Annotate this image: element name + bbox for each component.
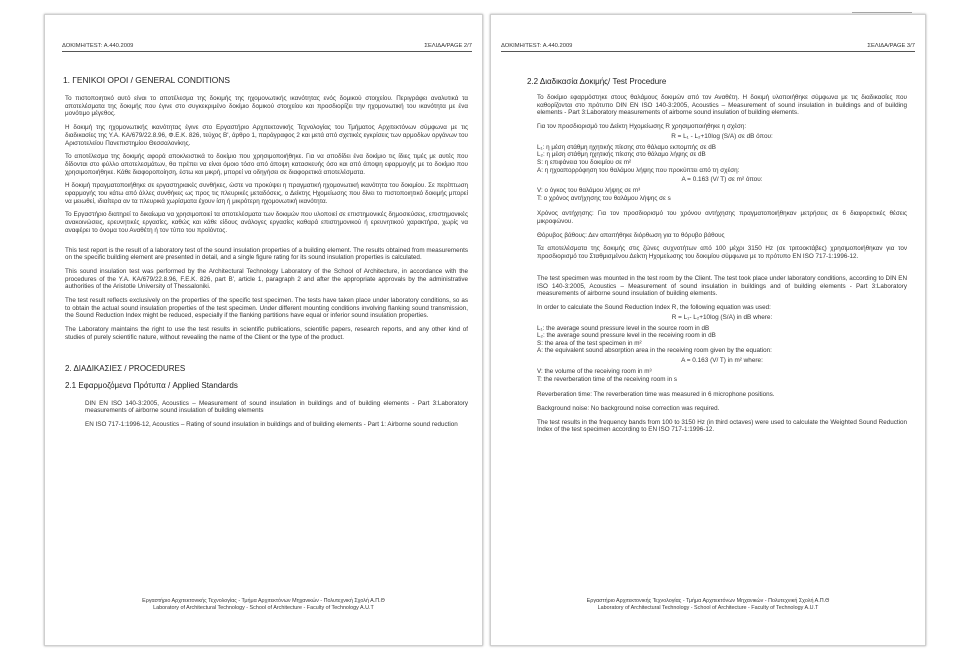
greek-paragraph: Το Εργαστήριο διατηρεί το δικαίωμα να χρησιμοποιεί τα αποτελέσματα των δοκιμών που υλοποιεί σε επιστημονικές δημοσιεύσεις, επιστημονικές ανακοινώσεις, ερευνητικές εργασίες, καθώς και κάθε είδους ανάλογες εργασίες καθαρά επιστημονικού ή ερευνητικού χαρακτήρα, χωρίς να αναφέρει το όνομα του Αναθέτη ή τον τύπο του προϊόντος. [65, 211, 468, 234]
english-paragraph: The Laboratory maintains the right to use the test results in scientific publications, scientific papers, research reports, and any other kind of studies of purely scientific nature, without revealing the name of the Client or the type of the product. [65, 326, 468, 341]
greek-paragraph: Τα αποτελέσματα της δοκιμής στις ζώνες συχνοτήτων από 100 μέχρι 3150 Hz (σε τριτοοκτάβες) χρησιμοποιήθηκαν για τον προσδιορισμό του Σταθμισμένου Δείκτη Ηχομείωσης του δοκιμίου σύμφωνα με το πρότυπο EN ISO 717-1:1996-12. [537, 245, 907, 261]
page-2 [44, 14, 483, 646]
footer-english: Laboratory of Architectural Technology - School of Architecture - Faculty of Technology A.U.T [597, 605, 819, 611]
definition-line: V: the volume of the receiving room in m³ [537, 368, 652, 376]
greek-paragraph: Το αποτέλεσμα της δοκιμής αφορά αποκλειστικά το δοκίμιο που χρησιμοποιήθηκε. Για να αποδίδει ένα δοκίμιο τις ίδιες τιμές με αυτές που δίδονται στο φύλλο αποτελεσμάτων, θα πρέπει να είναι όμοιο τόσο από άποψη κατασκευής όσο και από άποψη εφαρμογής με το δοκίμιο που χρησιμοποιήθηκε. Κάθε διαφοροποίηση, έστω και μικρή, μπορεί να οδηγήσει σε διαφορετικά αποτελέσματα. [65, 153, 468, 176]
section-1-title: 1. ΓΕΝΙΚΟΙ ΟΡΟΙ / GENERAL CONDITIONS [63, 75, 230, 85]
page-header-page-number: ΣΕΛΙΔΑ/PAGE 2/7 [424, 43, 472, 49]
english-paragraph: The test result reflects exclusively on the properties of the specific test specimen. The tests have taken place under laboratory conditions, so as to obtain the actual sound insulation properties of the test specimen. Under different mounting conditions involving flanking sound transmission, the Sound Reduction Index might be reduced, especially if the flanking partitions have equal or inferior sound insulation properties. [65, 297, 468, 320]
english-paragraph: The test specimen was mounted in the test room by the Client. The test took place under laboratory conditions, according to DIN EN ISO 140-3:2005, Acoustics – Measurement of sound insulation in buildings and of building elements - Part 3:Laboratory measurements of airborne sound insulation of building elements. [537, 274, 907, 298]
greek-paragraph: Θόρυβος βάθους: Δεν απαιτήθηκε διόρθωση για το θόρυβο βάθους [537, 231, 725, 239]
equation-a-english: A = 0.163 (V/ T) in m² where: [681, 357, 763, 365]
definition-line: S: the area of the test specimen in m² [537, 339, 642, 347]
definition-line: V: ο όγκος του θαλάμου λήψης σε m³ [537, 187, 641, 195]
page-footer [45, 598, 482, 612]
equation-a-greek: A = 0.163 (V/ T) σε m² όπου: [681, 176, 763, 184]
page-content [527, 77, 907, 440]
equation-r-greek: R = L₁ - L₂+10log (S/A) σε dB όπου: [671, 132, 773, 140]
footer-greek: Εργαστήριο Αρχιτεκτονικής Τεχνολογίας - Τμήμα Αρχιτεκτόνων Μηχανικών - Πολυτεχνική Σχολή Α.Π.Θ [586, 598, 830, 604]
greek-paragraph: Το δοκίμιο εφαρμόστηκε στους θαλάμους δοκιμών από τον Αναθέτη. Η δοκιμή υλοποιήθηκε σύμφωνα με τις διαδικασίες που καθορίζονται στο πρότυπο DIN EN ISO 140-3:2005, Acoustics – Measurement of sound insulation in buildings and of building elements - Part 3:Laboratory measurements of airborne sound insulation of building elements. [537, 94, 907, 117]
definition-line: A: η ηχοαπορρόφηση του θαλάμου λήψης που προκύπτει από τη σχέση: [537, 166, 740, 174]
page-3 [490, 14, 926, 646]
definition-line: L₁: the average sound pressure level in the source room in dB [537, 324, 710, 332]
footer-greek: Εργαστήριο Αρχιτεκτονικής Τεχνολογίας - Τμήμα Αρχιτεκτόνων Μηχανικών - Πολυτεχνική Σχολή Α.Π.Θ [142, 598, 385, 604]
page-footer [491, 598, 925, 612]
page-header-test-id: ΔΟΚΙΜΗ/TEST: Α.440.2009 [501, 43, 573, 49]
definition-line: S: η επιφάνεια του δοκιμίου σε m² [537, 159, 632, 166]
footer-english: Laboratory of Architectural Technology - School of Architecture - Faculty of Technology A.U.T [153, 605, 374, 611]
definition-line: L₂: η μέση στάθμη ηχητικής πίεσης στο θάλαμο λήψης σε dB [537, 151, 706, 159]
section-2-title: 2. ΔΙΑΔΙΚΑΣΙΕΣ / PROCEDURES [65, 363, 186, 373]
section-2-1-title: 2.1 Εφαρμοζόμενα Πρότυπα / Applied Standards [65, 380, 238, 390]
header-rule [62, 51, 472, 52]
greek-paragraph: Χρόνος αντήχησης: Για τον προσδιορισμό του χρόνου αντήχησης πραγματοποιήθηκαν μετρήσεις σε 6 διαφορετικές θέσεις μικροφώνου. [537, 210, 907, 226]
greek-paragraph: Η δοκιμή πραγματοποιήθηκε σε εργαστηριακές συνθήκες, ώστε να προκύψει η πραγματική ηχομονωτική ικανότητα του δοκιμίου. Σε περίπτωση εφαρμογής του κάτω από άλλες συνθήκες ως προς τις πλευρικές μεταδόσεις, ο Δείκτης Ηχομείωσης που δίνει το πιστοποιητικό δοκιμής μπορεί να μειωθεί, ιδιαίτερα αν τα πλευρικά χωρίσματα έχουν ίση ή μικρότερη ηχομονωτική ικανότητα. [65, 182, 468, 205]
standard-reference: EN ISO 717-1:1996-12, Acoustics – Rating of sound insulation in buildings and of building elements - Part 1: Airborne sound reduction [85, 420, 458, 428]
section-2-2-title: 2.2 Διαδικασία Δοκιμής/ Test Procedure [527, 77, 667, 86]
page-header-test-id: ΔΟΚΙΜΗ/TEST: Α.440.2009 [62, 43, 134, 49]
scan-edge-mark [852, 12, 912, 13]
header-rule [501, 51, 915, 52]
english-paragraph: This sound insulation test was performed by the Architectural Technology Laboratory of the School of Architecture, in accordance with the procedures of the Y.A. KA/679/22.8.96, F.E.K. 826, part B', article 1, paragraph 2 and after the appropriate approvals by the administrative authorities of the Aristotle University of Thessaloniki. [65, 267, 468, 291]
greek-paragraph: Για τον προσδιορισμό του Δείκτη Ηχομείωσης R χρησιμοποιήθηκε η σχέση: [537, 123, 747, 131]
definition-line: A: the equivalent sound absorption area in the receiving room given by the equation: [537, 347, 772, 355]
definition-line: T: the reverberation time of the receiving room in s [537, 375, 677, 383]
english-paragraph: Background noise: No background noise correction was required. [537, 404, 720, 412]
greek-paragraph: Το πιστοποιητικό αυτό είναι το αποτέλεσμα της δοκιμής της ηχομονωτικής ικανότητας ενός δομικού στοιχείου. Περιγράφει αναλυτικά τα αποτελέσματα της δοκιμής που έγινε στο συγκεκριμένο δοκίμιο δομικού στοιχείου και προσδιορίζει την ηχομονωτική του ικανότητα με ένα μονότιμο μέγεθος. [65, 95, 468, 118]
definition-line: T: ο χρόνος αντήχησης του θαλάμου λήψης σε s [537, 194, 671, 202]
definition-line: L₂: the average sound pressure level in the receiving room in dB [537, 332, 716, 340]
greek-paragraph: Η δοκιμή της ηχομονωτικής ικανότητας έγινε στο Εργαστήριο Αρχιτεκτονικής Τεχνολογίας του Τμήματος Αρχιτεκτόνων σύμφωνα με τις διαδικασίες της Υ.Α. ΚΑ/679/22.8.96, Φ.Ε.Κ. 826, τεύχος Β', άρθρο 1, παράγραφος 2 και μετά από σχετικές εγκρίσεις των αρμοδίων οργάνων του Αριστοτελείου Πανεπιστημίου Θεσσαλονίκης. [65, 124, 468, 147]
english-paragraph: The test results in the frequency bands from 100 to 3150 Hz (in third octaves) were used to calculate the Weighted Sound Reduction Index of the test specimen according to EN ISO 717-1:1996-12. [537, 418, 907, 434]
equation-r-english: R = L₁- L₂+10log (S/A) in dB where: [671, 313, 773, 321]
definition-line: L₁: η μέση στάθμη ηχητικής πίεσης στο θάλαμο εκπομπής σε dB [537, 143, 716, 151]
english-paragraph: This test report is the result of a laboratory test of the sound insulation properties of a building element. The results obtained from measurements on the specific building element are presented in detail, and a single figure rating for its sound insulation properties is calculated. [65, 246, 468, 262]
page-header-page-number: ΣΕΛΙΔΑ/PAGE 3/7 [867, 43, 915, 49]
english-paragraph: In order to calculate the Sound Reduction Index R, the following equation was used: [537, 304, 771, 311]
page-content [65, 75, 468, 435]
standard-reference: DIN EN ISO 140-3:2005, Acoustics – Measurement of sound insulation in buildings and of building elements - Part 3:Laboratory measurements of airborne sound insulation of building elements [85, 399, 468, 415]
english-paragraph: Reverberation time: The reverberation time was measured in 6 microphone positions. [537, 391, 775, 399]
